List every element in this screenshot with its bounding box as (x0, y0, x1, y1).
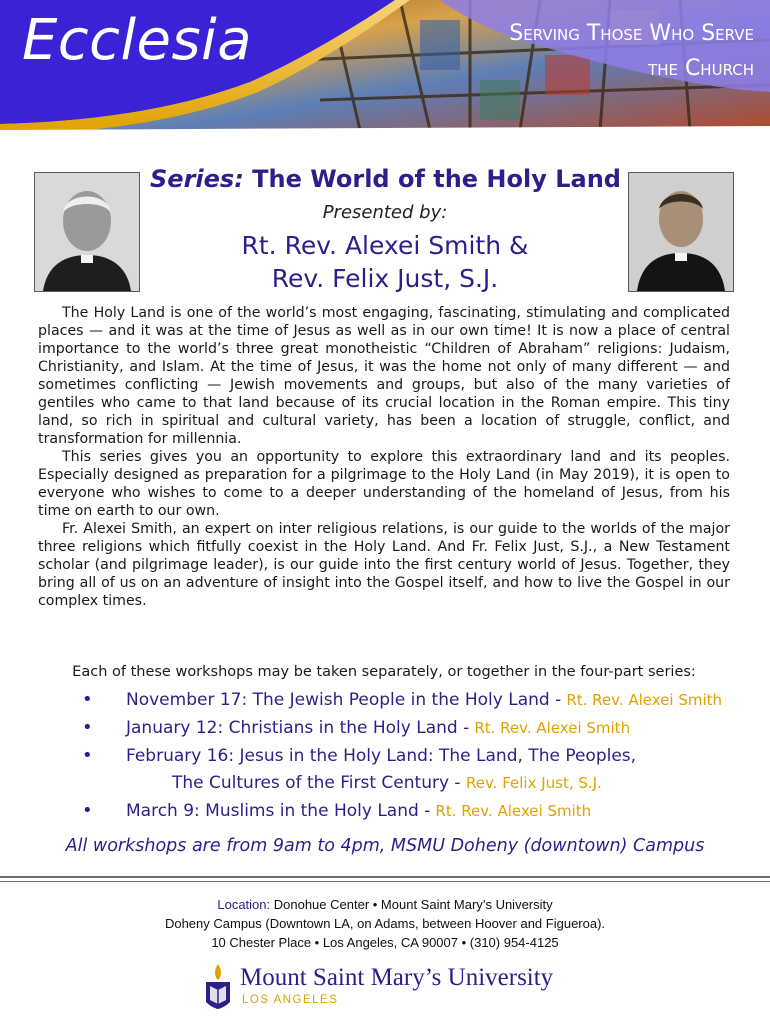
session-item (72, 742, 742, 797)
session-presenter: Rt. Rev. Alexei Smith (566, 691, 723, 709)
paragraph-2: This series gives you an opportunity to explore this extraordinary land and its peoples. Especially designed as preparation for a pilgrimage to the Holy Land (in May 2019), it is open to everyone who wishes to come to a deeper understanding of the homeland of Jesus, from his time on earth to our own. (38, 449, 730, 519)
location-line-3: 10 Chester Place • Los Angeles, CA 90007 • (310) 954-4125 (211, 935, 559, 950)
workshops-intro: Each of these workshops may be taken separately, or together in the four-part series: (72, 664, 696, 680)
session-presenter: Rt. Rev. Alexei Smith (435, 802, 592, 820)
presenters (150, 229, 620, 295)
session-item (72, 797, 742, 825)
presenter-photo-right (628, 172, 734, 292)
presenter-line-1: Rt. Rev. Alexei Smith & (241, 231, 529, 260)
session-title-line-2: The Cultures of the First Century - (172, 773, 461, 793)
paragraph-3: Fr. Alexei Smith, an expert on inter religious relations, is our guide to the worlds of the major three religions which fitfully coexist in the Holy Land. And Fr. Felix Just, S.J., a New Testament scholar (and pilgrimage leader), is our guide into the first century world of Jesus. Together, they bring all of us on an adventure of insight into the Gospel itself, and how to live the Gospel in our complex times. (38, 521, 730, 609)
portrait-icon (629, 173, 733, 291)
series-prefix: Series: (150, 165, 244, 193)
presented-by: Presented by: (322, 202, 448, 223)
location-line-1 (0, 895, 770, 914)
schedule-note: All workshops are from 9am to 4pm, MSMU Doheny (downtown) Campus (65, 836, 705, 856)
bullet-icon: • (82, 745, 93, 766)
bullet-icon: • (82, 689, 93, 710)
session-presenter: Rev. Felix Just, S.J. (465, 774, 602, 792)
tagline (424, 16, 754, 86)
university-name: Mount Saint Mary’s University (240, 964, 554, 991)
tagline-line-1: Serving Those Who Serve (509, 21, 754, 46)
session-title: February 16: Jesus in the Holy Land: The Land, The Peoples, (126, 746, 637, 766)
session-title: November 17: The Jewish People in the Holy Land - (126, 690, 562, 710)
paragraph-1: The Holy Land is one of the world’s most engaging, fascinating, stimulating and complicated places — and it was at the time of Jesus as well as in our own time! It is now a place of central importance to the world’s three great monotheistic “Children of Abraham” religions: Judaism, Christianity, and Islam. At the time of Jesus, it was the home not only of many different — and sometimes conflicting — Jewish movements and groups, but also of the many varieties of gentiles who came to that land because of its crucial location in the Roman empire. This tiny land, so rich in spiritual and cultural variety, has been a location of struggle, conflict, and transformation for millennia. (38, 305, 730, 447)
location-label: Location: (217, 897, 271, 912)
university-logo (200, 962, 580, 1014)
session-presenter: Rt. Rev. Alexei Smith (474, 719, 631, 737)
portrait-icon (35, 173, 139, 291)
university-emblem-icon (200, 962, 236, 1010)
session-title-continued (126, 770, 742, 797)
location-block (0, 895, 770, 952)
session-list (72, 686, 742, 825)
session-item (72, 686, 742, 714)
bullet-icon: • (82, 717, 93, 738)
presenter-line-2: Rev. Felix Just, S.J. (271, 264, 499, 293)
description (38, 304, 730, 610)
session-item (72, 714, 742, 742)
series-name: The World of the Holy Land (252, 165, 621, 193)
banner (0, 0, 770, 135)
university-location: LOS ANGELES (242, 994, 339, 1006)
session-title: January 12: Christians in the Holy Land - (126, 718, 470, 738)
location-line-2: Doheny Campus (Downtown LA, on Adams, between Hoover and Figueroa). (164, 916, 606, 931)
location-venue: Donohue Center • Mount Saint Mary’s University (273, 897, 553, 912)
divider (0, 881, 770, 882)
brand-title: Ecclesia (22, 8, 253, 73)
bullet-icon: • (82, 800, 93, 821)
divider (0, 876, 770, 878)
tagline-line-2: the Church (648, 56, 754, 81)
series-title (150, 165, 620, 193)
presenter-photo-left (34, 172, 140, 292)
session-title: March 9: Muslims in the Holy Land - (126, 801, 431, 821)
